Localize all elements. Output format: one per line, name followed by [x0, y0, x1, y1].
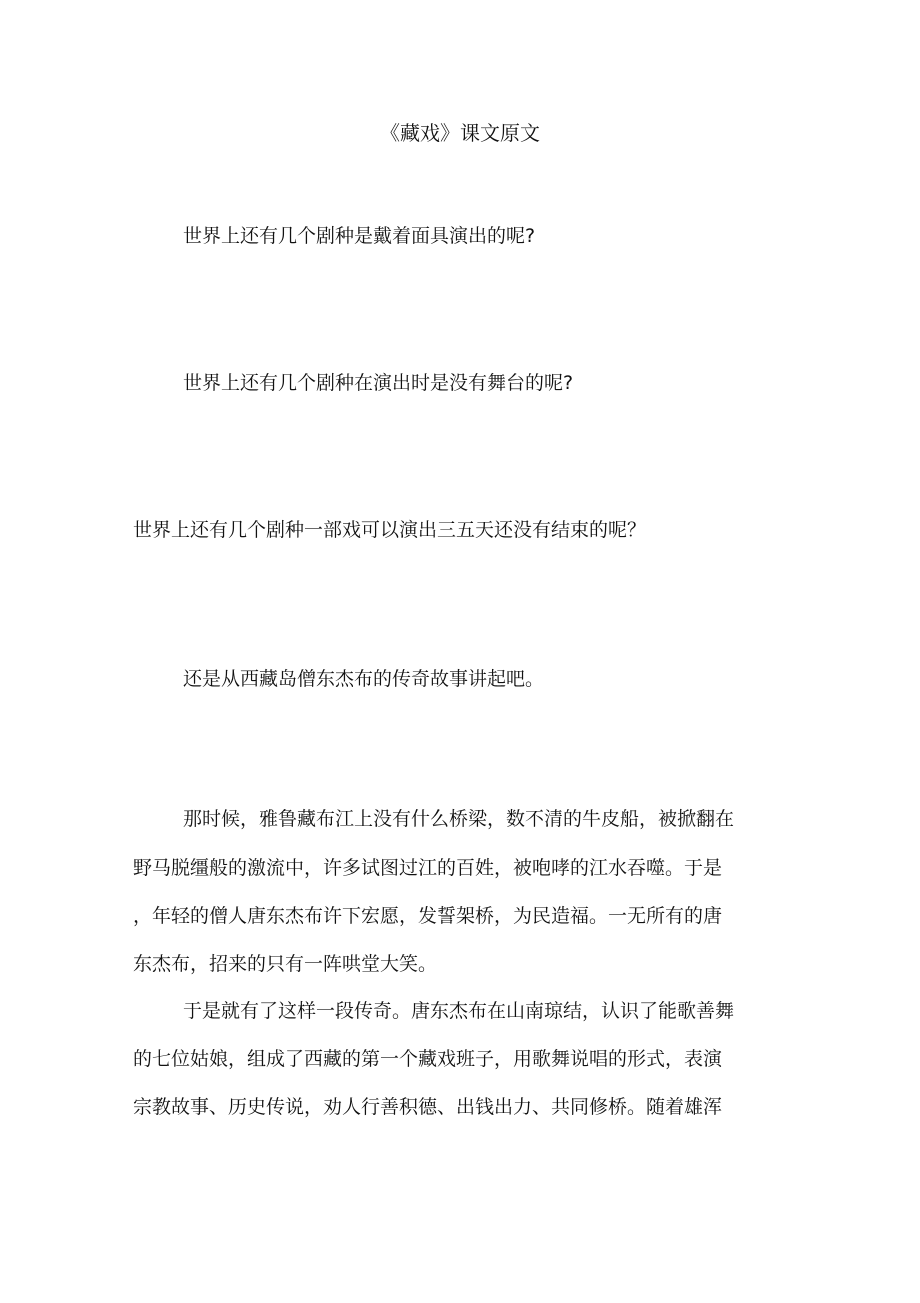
question-stage: 世界上还有几个剧种在演出时是没有舞台的呢?	[183, 372, 574, 394]
paragraph2-line-2: 的七位姑娘，组成了西藏的第一个藏戏班子，用歌舞说唱的形式，表演	[133, 1048, 723, 1070]
paragraph1-line-4: 东杰布，招来的只有一阵哄堂大笑。	[133, 953, 438, 975]
paragraph2-line-3: 宗教故事、历史传说，劝人行善积德、出钱出力、共同修桥。随着雄浑	[133, 1096, 723, 1118]
question-masks: 世界上还有几个剧种是戴着面具演出的呢?	[183, 225, 536, 247]
intro-line: 还是从西藏岛僧东杰布的传奇故事讲起吧。	[183, 668, 545, 690]
paragraph1-line-1: 那时候，雅鲁藏布江上没有什么桥梁，数不清的牛皮船，被掀翻在	[183, 808, 735, 830]
paragraph1-line-2: 野马脱缰般的激流中，许多试图过江的百姓，被咆哮的江水吞噬。于是	[133, 857, 723, 879]
question-duration: 世界上还有几个剧种一部戏可以演出三五天还没有结束的呢？	[133, 519, 647, 541]
paragraph2-line-1: 于是就有了这样一段传奇。唐东杰布在山南琼结，认识了能歌善舞	[183, 1000, 735, 1022]
paragraph1-line-3: ，年轻的僧人唐东杰布许下宏愿，发誓架桥，为民造福。一无所有的唐	[133, 905, 723, 927]
page-title: 《藏戏》课文原文	[380, 121, 540, 145]
